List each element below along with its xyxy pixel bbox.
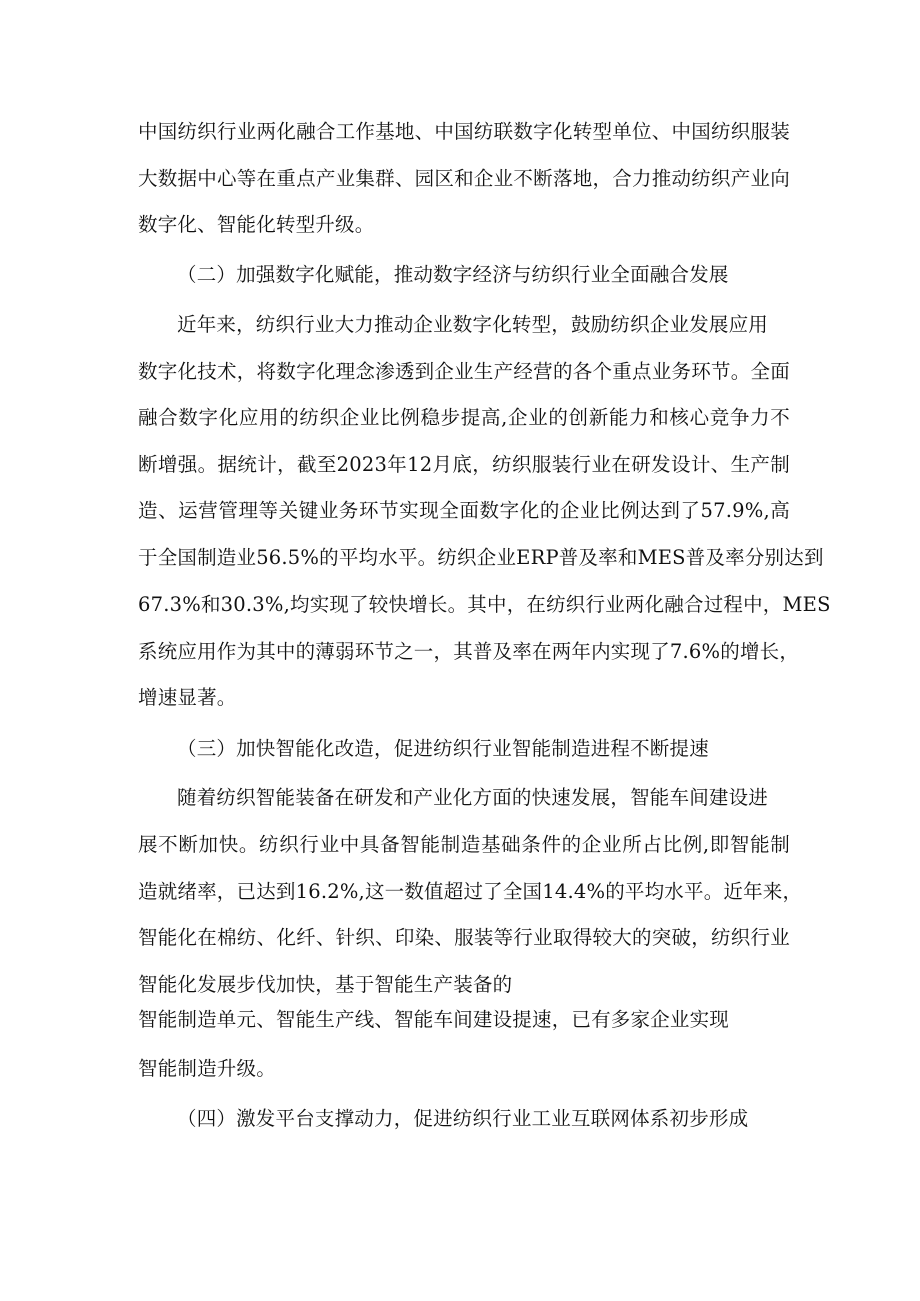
paragraph-line: 67.3%和30.3%,均实现了较快增长。其中，在纺织行业两化融合过程中，MES xyxy=(138,593,831,616)
paragraph-line: 断增强。据统计，截至2023年12月底，纺织服装行业在研发设计、生产制 xyxy=(138,453,790,476)
paragraph-line: 智能化发展步伐加快，基于智能生产装备的 xyxy=(138,973,513,996)
paragraph-line: 增速显著。 xyxy=(138,686,237,709)
section-heading: （四）激发平台支撑动力，促进纺织行业工业互联网体系初步形成 xyxy=(177,1107,749,1130)
paragraph-line: 造、运营管理等关键业务环节实现全面数字化的企业比例达到了57.9%,高 xyxy=(138,499,790,522)
paragraph-line: 系统应用作为其中的薄弱环节之一，其普及率在两年内实现了7.6%的增长， xyxy=(138,640,800,663)
paragraph-line: 于全国制造业56.5%的平均水平。纺织企业ERP普及率和MES普及率分别达到 xyxy=(138,546,824,569)
paragraph-line: 融合数字化应用的纺织企业比例稳步提高,企业的创新能力和核心竞争力不 xyxy=(138,406,790,429)
paragraph-line: 随着纺织智能装备在研发和产业化方面的快速发展，智能车间建设进 xyxy=(177,786,769,809)
paragraph-line: 数字化、智能化转型升级。 xyxy=(138,213,375,236)
paragraph-line: 智能制造单元、智能生产线、智能车间建设提速，已有多家企业实现 xyxy=(138,1008,730,1031)
paragraph-line: 智能化在棉纺、化纤、针织、印染、服装等行业取得较大的突破，纺织行业 xyxy=(138,926,790,949)
paragraph-line: 展不断加快。纺织行业中具备智能制造基础条件的企业所占比例,即智能制 xyxy=(138,833,790,856)
paragraph-line: 造就绪率，已达到16.2%,这一数值超过了全国14.4%的平均水平。近年来， xyxy=(138,880,803,903)
section-heading: （二）加强数字化赋能，推动数字经济与纺织行业全面融合发展 xyxy=(177,263,729,286)
paragraph-line: 中国纺织行业两化融合工作基地、中国纺联数字化转型单位、中国纺织服装 xyxy=(138,120,790,143)
paragraph-line: 数字化技术，将数字化理念渗透到企业生产经营的各个重点业务环节。全面 xyxy=(138,360,790,383)
paragraph-line: 近年来，纺织行业大力推动企业数字化转型，鼓励纺织企业发展应用 xyxy=(177,313,769,336)
section-heading: （三）加快智能化改造，促进纺织行业智能制造进程不断提速 xyxy=(177,737,709,760)
paragraph-line: 智能制造升级。 xyxy=(138,1057,276,1080)
paragraph-line: 大数据中心等在重点产业集群、园区和企业不断落地，合力推动纺织产业向 xyxy=(138,167,790,190)
